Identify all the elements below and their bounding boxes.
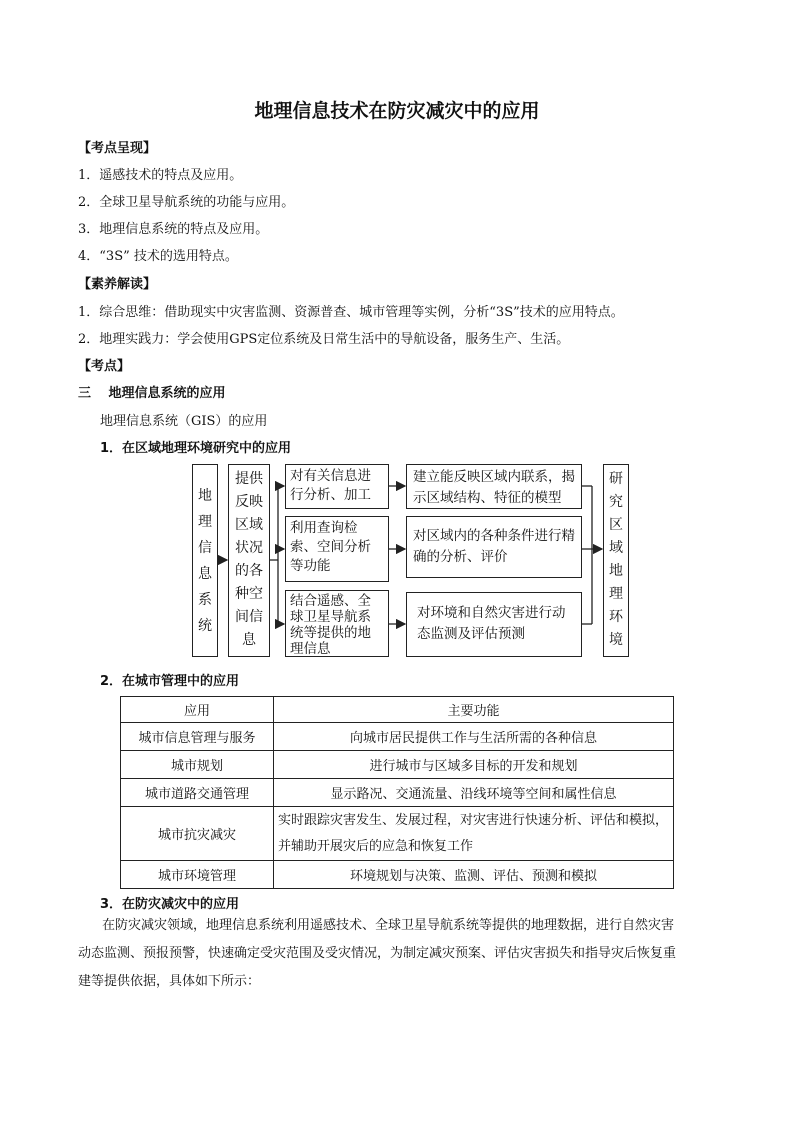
- flow-box-analyze: 对有关信息进行分析、加工: [285, 464, 389, 509]
- table-header: 主要功能: [274, 697, 674, 723]
- table-cell: 向城市居民提供工作与生活所需的各种信息: [274, 723, 674, 751]
- subsection-heading: 地理信息系统（GIS）的应用: [100, 414, 268, 429]
- item-heading: 3．在防灾减灾中的应用: [100, 897, 240, 912]
- kaodian-heading: 【考点】: [78, 359, 131, 374]
- table-row: [121, 861, 674, 889]
- table-cell: 环境规划与决策、监测、评估、预测和模拟: [274, 861, 674, 889]
- page-title: 地理信息技术在防灾减灾中的应用: [254, 100, 540, 122]
- table-cell: 实时跟踪灾害发生、发展过程，对灾害进行快速分析、评估和模拟，并辅助开展灾后的应急和恢复工作: [274, 807, 674, 861]
- item-heading: 1．在区域地理环境研究中的应用: [100, 441, 292, 456]
- table-row: [121, 723, 674, 751]
- table-row: [121, 751, 674, 779]
- paragraph-line: 在防灾减灾领域，地理信息系统利用遥感技术、全球卫星导航系统等提供的地理数据，进行自然灾害: [102, 918, 675, 933]
- table-header: 应用: [121, 697, 274, 723]
- list-item: 1．综合思维：借助现实中灾害监测、资源普查、城市管理等实例，分析“3S”技术的应用特点。: [78, 305, 624, 320]
- table-cell: 城市规划: [121, 751, 274, 779]
- kaodian-chengxian-heading: 【考点呈现】: [78, 141, 157, 156]
- flow-box-gis: 地 理 信 息 系 统: [192, 464, 218, 657]
- table-cell: 城市信息管理与服务: [121, 723, 274, 751]
- list-item: 1．遥感技术的特点及应用。: [78, 168, 243, 183]
- list-item: 4．“3S” 技术的选用特点。: [78, 249, 238, 264]
- city-management-table: [120, 696, 674, 889]
- suyang-heading: 【素养解读】: [78, 277, 157, 292]
- list-item: 3．地理信息系统的特点及应用。: [78, 222, 269, 237]
- flow-box-model: 建立能反映区域内联系，揭示区域结构、特征的模型: [406, 464, 582, 509]
- flow-box-combine: 结合遥感、全球卫星导航系统等提供的地理信息: [285, 590, 389, 657]
- section-heading: 三 地理信息系统的应用: [78, 386, 226, 401]
- table-cell: 显示路况、交通流量、沿线环境等空间和属性信息: [274, 779, 674, 807]
- table-cell: 城市环境管理: [121, 861, 274, 889]
- table-row: [121, 807, 674, 861]
- flow-box-research: 研 究 区 域 地 理 环 境: [603, 464, 629, 657]
- flow-box-query: 利用查询检索、空间分析等功能: [285, 516, 389, 582]
- table-header-row: [121, 697, 674, 723]
- list-item: 2．地理实践力：学会使用GPS定位系统及日常生活中的导航设备，服务生产、生活。: [78, 332, 570, 347]
- paragraph-line: 建等提供依据，具体如下所示：: [78, 974, 261, 989]
- table-cell: 进行城市与区域多目标的开发和规划: [274, 751, 674, 779]
- table-row: [121, 779, 674, 807]
- table-cell: 城市道路交通管理: [121, 779, 274, 807]
- table-cell: 城市抗灾减灾: [121, 807, 274, 861]
- flow-box-provide: 提供 反映 区域 状况 的各 种空 间信 息: [228, 464, 270, 657]
- item-heading: 2．在城市管理中的应用: [100, 674, 240, 689]
- list-item: 2．全球卫星导航系统的功能与应用。: [78, 195, 295, 210]
- paragraph: [78, 912, 728, 996]
- flow-box-evaluate: 对区域内的各种条件进行精确的分析、评价: [406, 516, 582, 578]
- flow-box-monitor: 对环境和自然灾害进行动态监测及评估预测: [406, 592, 582, 657]
- paragraph-line: 动态监测、预报预警，快速确定受灾范围及受灾情况，为制定减灾预案、评估灾害损失和指导灾后恢复重: [78, 946, 677, 961]
